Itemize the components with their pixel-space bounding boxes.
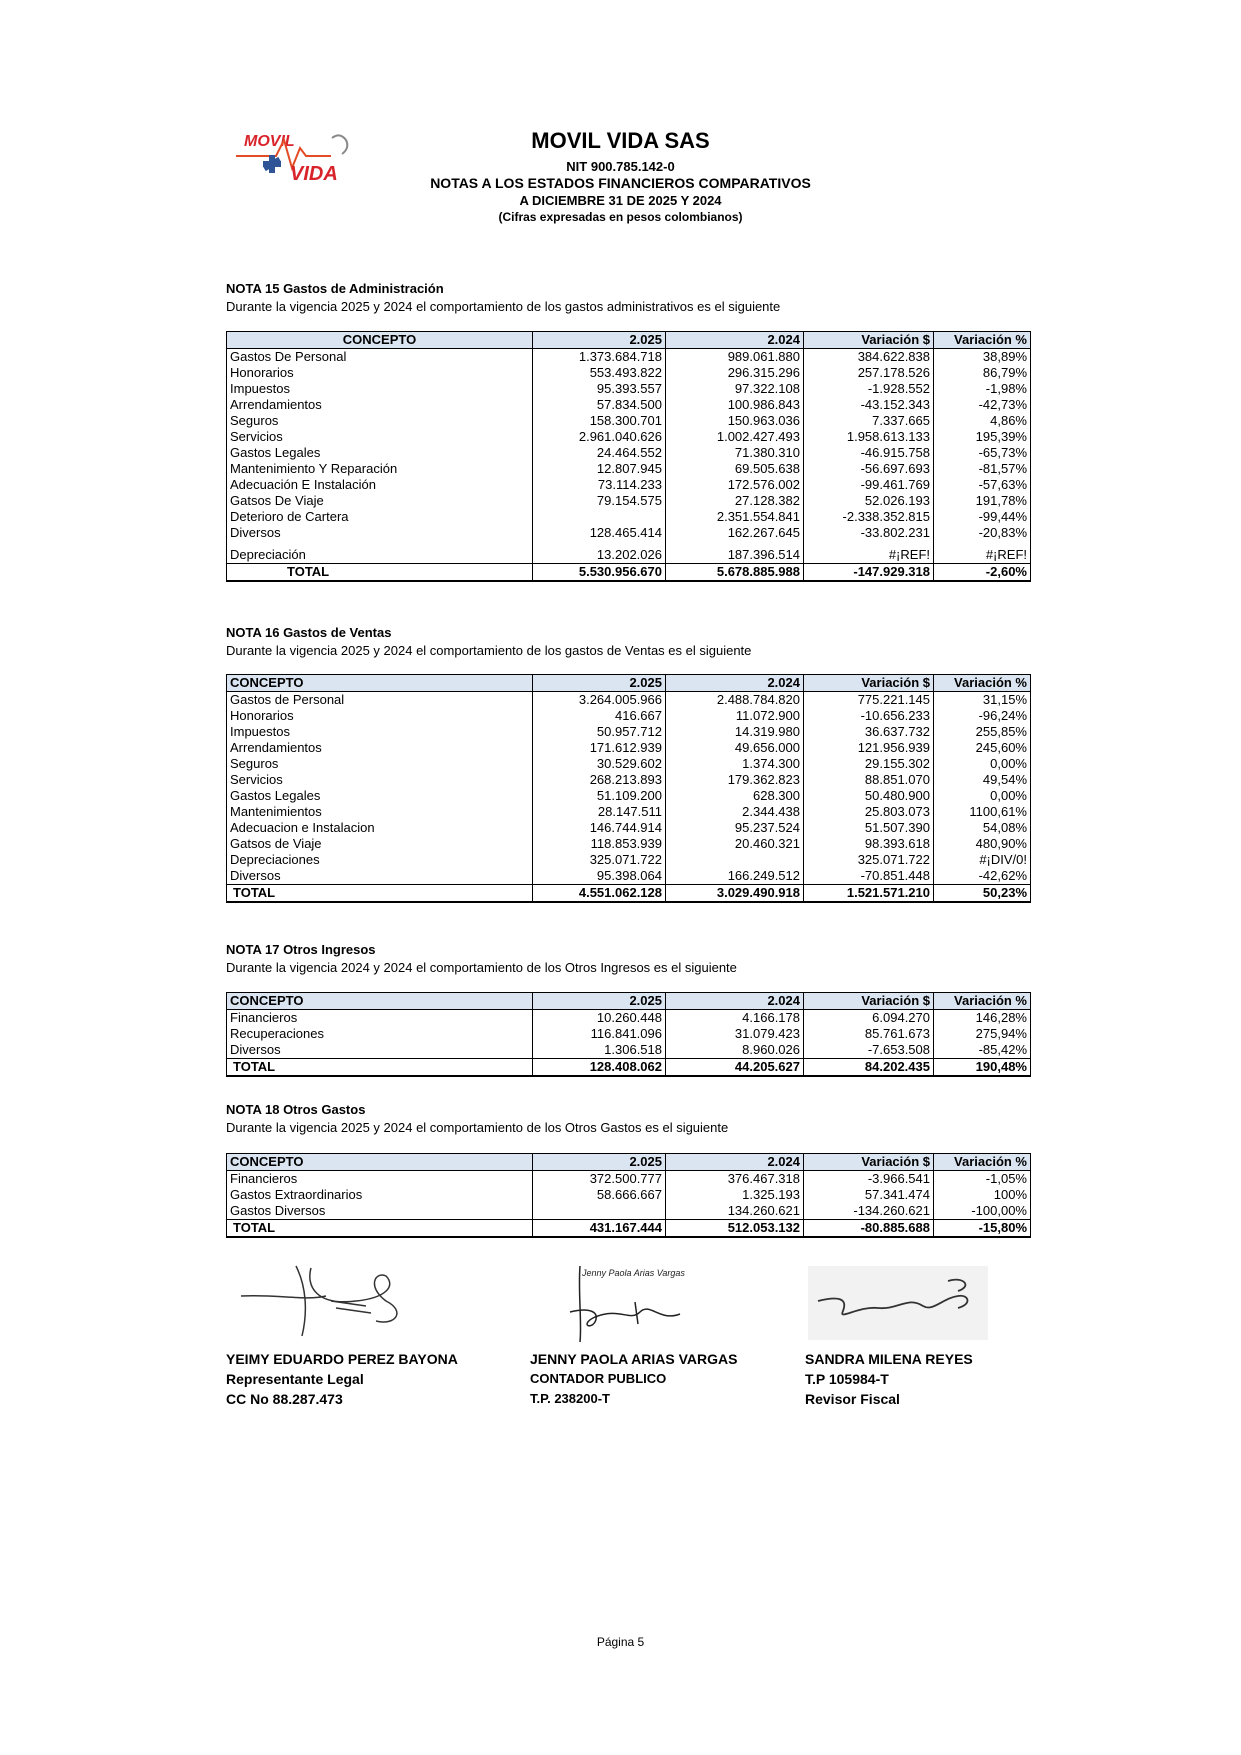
row-value: 30.529.602 xyxy=(533,756,666,772)
row-value: 54,08% xyxy=(934,820,1031,836)
column-header: Variación % xyxy=(934,332,1031,349)
page-number: Página 5 xyxy=(596,1635,645,1649)
row-value: 171.612.939 xyxy=(533,740,666,756)
table-row xyxy=(227,349,1031,366)
row-concept: Servicios xyxy=(227,772,533,788)
table-row xyxy=(227,413,1031,429)
row-value: 49,54% xyxy=(934,772,1031,788)
row-value: 4.166.178 xyxy=(666,1010,804,1027)
table-row xyxy=(227,820,1031,836)
column-header: CONCEPTO xyxy=(227,1154,533,1171)
row-value: 325.071.722 xyxy=(804,852,934,868)
row-value: 95.393.557 xyxy=(533,381,666,397)
total-value: -2,60% xyxy=(934,564,1031,582)
nota16-heading xyxy=(226,624,1026,660)
nota18-table xyxy=(226,1153,1031,1238)
nota16-table xyxy=(226,674,1031,903)
row-concept: Depreciación xyxy=(227,541,533,564)
row-value: 38,89% xyxy=(934,349,1031,366)
row-concept: Gastos Legales xyxy=(227,445,533,461)
row-concept: Impuestos xyxy=(227,381,533,397)
row-value: 88.851.070 xyxy=(804,772,934,788)
row-value: 100% xyxy=(934,1187,1031,1203)
column-header: CONCEPTO xyxy=(227,993,533,1010)
row-value: 1.373.684.718 xyxy=(533,349,666,366)
total-row xyxy=(227,1059,1031,1077)
nota17-table xyxy=(226,992,1031,1077)
row-value xyxy=(533,1203,666,1220)
table-row xyxy=(227,1187,1031,1203)
total-value: 431.167.444 xyxy=(533,1220,666,1238)
row-value: 36.637.732 xyxy=(804,724,934,740)
row-value: 85.761.673 xyxy=(804,1026,934,1042)
row-value: -81,57% xyxy=(934,461,1031,477)
row-value: 97.322.108 xyxy=(666,381,804,397)
signer-role: T.P 105984-T xyxy=(805,1371,889,1387)
row-value: 95.237.524 xyxy=(666,820,804,836)
row-value: 296.315.296 xyxy=(666,365,804,381)
row-value: 628.300 xyxy=(666,788,804,804)
row-concept: Seguros xyxy=(227,756,533,772)
table-header-row xyxy=(227,332,1031,349)
row-value: 10.260.448 xyxy=(533,1010,666,1027)
signature-block-legal-rep xyxy=(226,1349,458,1409)
row-value: 86,79% xyxy=(934,365,1031,381)
column-header: Variación % xyxy=(934,993,1031,1010)
signature-block-fiscal-auditor xyxy=(805,1349,973,1409)
row-value: 191,78% xyxy=(934,493,1031,509)
row-value: -1.928.552 xyxy=(804,381,934,397)
row-value: 172.576.002 xyxy=(666,477,804,493)
row-value: 13.202.026 xyxy=(533,541,666,564)
row-value: 1.325.193 xyxy=(666,1187,804,1203)
row-value: -100,00% xyxy=(934,1203,1031,1220)
row-value: -42,73% xyxy=(934,397,1031,413)
table-row xyxy=(227,756,1031,772)
row-concept: Honorarios xyxy=(227,708,533,724)
row-value: #¡REF! xyxy=(804,541,934,564)
document-title: NOTAS A LOS ESTADOS FINANCIEROS COMPARATIVOS xyxy=(430,175,811,191)
row-value: 49.656.000 xyxy=(666,740,804,756)
column-header: 2.024 xyxy=(666,332,804,349)
row-value: 121.956.939 xyxy=(804,740,934,756)
row-value: 2.344.438 xyxy=(666,804,804,820)
row-concept: Gatsos De Viaje xyxy=(227,493,533,509)
row-value: 195,39% xyxy=(934,429,1031,445)
table-header-row xyxy=(227,993,1031,1010)
row-value: 73.114.233 xyxy=(533,477,666,493)
table-row xyxy=(227,836,1031,852)
document-header xyxy=(0,128,1241,226)
row-concept: Mantenimientos xyxy=(227,804,533,820)
row-value: 31,15% xyxy=(934,692,1031,709)
row-value: 95.398.064 xyxy=(533,868,666,885)
column-header: CONCEPTO xyxy=(227,675,533,692)
row-value: 187.396.514 xyxy=(666,541,804,564)
row-value: 71.380.310 xyxy=(666,445,804,461)
row-value: 20.460.321 xyxy=(666,836,804,852)
row-value: 3.264.005.966 xyxy=(533,692,666,709)
row-value: 27.128.382 xyxy=(666,493,804,509)
table-row xyxy=(227,1026,1031,1042)
row-value: 158.300.701 xyxy=(533,413,666,429)
row-value: 50.957.712 xyxy=(533,724,666,740)
nota18-heading xyxy=(226,1101,1026,1137)
total-row xyxy=(227,1220,1031,1238)
signer-id: T.P. 238200-T xyxy=(530,1391,610,1406)
row-value: 28.147.511 xyxy=(533,804,666,820)
row-value: 118.853.939 xyxy=(533,836,666,852)
row-concept: Diversos xyxy=(227,525,533,541)
table-row xyxy=(227,397,1031,413)
signature-block-accountant xyxy=(530,1349,737,1409)
row-value: -7.653.508 xyxy=(804,1042,934,1059)
signer-name: JENNY PAOLA ARIAS VARGAS xyxy=(530,1351,738,1367)
column-header: 2.024 xyxy=(666,1154,804,1171)
nota15-desc: Durante la vigencia 2025 y 2024 el comportamiento de los gastos administrativos es el siguiente xyxy=(226,299,781,314)
row-concept: Gastos Extraordinarios xyxy=(227,1187,533,1203)
row-concept: Arrendamientos xyxy=(227,397,533,413)
nota15-heading xyxy=(226,280,1026,316)
company-name: MOVIL VIDA SAS xyxy=(531,128,710,153)
row-value: #¡REF! xyxy=(934,541,1031,564)
row-value: 268.213.893 xyxy=(533,772,666,788)
row-value: -10.656.233 xyxy=(804,708,934,724)
row-value: 255,85% xyxy=(934,724,1031,740)
svg-text:MOVIL: MOVIL xyxy=(244,133,295,150)
row-value: -56.697.693 xyxy=(804,461,934,477)
row-value: 553.493.822 xyxy=(533,365,666,381)
row-value: -70.851.448 xyxy=(804,868,934,885)
row-concept: Financieros xyxy=(227,1171,533,1188)
table-row xyxy=(227,868,1031,885)
total-row xyxy=(227,885,1031,903)
row-value: -99,44% xyxy=(934,509,1031,525)
row-value: -65,73% xyxy=(934,445,1031,461)
row-value: 58.666.667 xyxy=(533,1187,666,1203)
row-concept: Seguros xyxy=(227,413,533,429)
nota17-heading xyxy=(226,941,1026,977)
row-value: 146,28% xyxy=(934,1010,1031,1027)
row-value: 1.958.613.133 xyxy=(804,429,934,445)
table-header-row xyxy=(227,1154,1031,1171)
column-header: 2.025 xyxy=(533,993,666,1010)
table-row xyxy=(227,477,1031,493)
signer-id: CC No 88.287.473 xyxy=(226,1391,343,1407)
signature-3-image xyxy=(808,1266,988,1340)
row-value: 25.803.073 xyxy=(804,804,934,820)
row-concept: Honorarios xyxy=(227,365,533,381)
table-row xyxy=(227,1042,1031,1059)
signer-role: CONTADOR PUBLICO xyxy=(530,1371,667,1386)
column-header: 2.025 xyxy=(533,332,666,349)
row-value: -1,05% xyxy=(934,1171,1031,1188)
row-value: 384.622.838 xyxy=(804,349,934,366)
svg-text:VIDA: VIDA xyxy=(290,163,338,185)
document-date: A DICIEMBRE 31 DE 2025 Y 2024 xyxy=(519,193,722,208)
row-value: 325.071.722 xyxy=(533,852,666,868)
row-value: 52.026.193 xyxy=(804,493,934,509)
row-concept: Diversos xyxy=(227,868,533,885)
row-value: 14.319.980 xyxy=(666,724,804,740)
row-value: -42,62% xyxy=(934,868,1031,885)
total-value: 190,48% xyxy=(934,1059,1031,1077)
total-label: TOTAL xyxy=(227,1220,533,1238)
row-value: 245,60% xyxy=(934,740,1031,756)
table-row xyxy=(227,724,1031,740)
row-value: #¡DIV/0! xyxy=(934,852,1031,868)
row-value: 6.094.270 xyxy=(804,1010,934,1027)
row-value: 116.841.096 xyxy=(533,1026,666,1042)
row-value: 100.986.843 xyxy=(666,397,804,413)
nota18-title: NOTA 18 Otros Gastos xyxy=(226,1102,366,1117)
row-value: 51.109.200 xyxy=(533,788,666,804)
total-value: 50,23% xyxy=(934,885,1031,903)
signer-id: Revisor Fiscal xyxy=(805,1391,900,1407)
signer-role: Representante Legal xyxy=(226,1371,364,1387)
row-value: 57.834.500 xyxy=(533,397,666,413)
row-value: -134.260.621 xyxy=(804,1203,934,1220)
nota16-desc: Durante la vigencia 2025 y 2024 el comportamiento de los gastos de Ventas es el siguiente xyxy=(226,643,752,658)
row-value: 162.267.645 xyxy=(666,525,804,541)
row-value: 2.351.554.841 xyxy=(666,509,804,525)
total-value: 84.202.435 xyxy=(804,1059,934,1077)
row-concept: Deterioro de Cartera xyxy=(227,509,533,525)
column-header: Variación $ xyxy=(804,675,934,692)
row-concept: Impuestos xyxy=(227,724,533,740)
row-concept: Gastos de Personal xyxy=(227,692,533,709)
row-value: 146.744.914 xyxy=(533,820,666,836)
total-value: -80.885.688 xyxy=(804,1220,934,1238)
nota17-desc: Durante la vigencia 2024 y 2024 el comportamiento de los Otros Ingresos es el siguiente xyxy=(226,960,737,975)
nota18-desc: Durante la vigencia 2025 y 2024 el comportamiento de los Otros Gastos es el siguiente xyxy=(226,1120,729,1135)
table-row xyxy=(227,525,1031,541)
row-value xyxy=(533,509,666,525)
row-value: 179.362.823 xyxy=(666,772,804,788)
row-value: 134.260.621 xyxy=(666,1203,804,1220)
row-value: 275,94% xyxy=(934,1026,1031,1042)
row-value: -99.461.769 xyxy=(804,477,934,493)
row-concept: Gastos De Personal xyxy=(227,349,533,366)
row-value: -85,42% xyxy=(934,1042,1031,1059)
row-value: 166.249.512 xyxy=(666,868,804,885)
row-concept: Adecuacion e Instalacion xyxy=(227,820,533,836)
row-value: 480,90% xyxy=(934,836,1031,852)
total-value: 512.053.132 xyxy=(666,1220,804,1238)
row-value: -3.966.541 xyxy=(804,1171,934,1188)
table-row xyxy=(227,708,1031,724)
signer-name: YEIMY EDUARDO PEREZ BAYONA xyxy=(226,1351,458,1367)
total-row xyxy=(227,564,1031,582)
column-header: 2.025 xyxy=(533,675,666,692)
row-value: 376.467.318 xyxy=(666,1171,804,1188)
row-value: 128.465.414 xyxy=(533,525,666,541)
row-value: 0,00% xyxy=(934,788,1031,804)
row-value: 69.505.638 xyxy=(666,461,804,477)
total-value: 44.205.627 xyxy=(666,1059,804,1077)
row-value: 4,86% xyxy=(934,413,1031,429)
row-value: 1.002.427.493 xyxy=(666,429,804,445)
company-nit: NIT 900.785.142-0 xyxy=(566,159,675,174)
total-label: TOTAL xyxy=(227,885,533,903)
column-header: Variación $ xyxy=(804,1154,934,1171)
total-value: 5.530.956.670 xyxy=(533,564,666,582)
column-header: 2.024 xyxy=(666,993,804,1010)
column-header: Variación $ xyxy=(804,993,934,1010)
row-value: 50.480.900 xyxy=(804,788,934,804)
table-row xyxy=(227,1010,1031,1027)
row-value: -57,63% xyxy=(934,477,1031,493)
row-value: -96,24% xyxy=(934,708,1031,724)
table-row xyxy=(227,445,1031,461)
row-value: 51.507.390 xyxy=(804,820,934,836)
row-value: 29.155.302 xyxy=(804,756,934,772)
total-value: 3.029.490.918 xyxy=(666,885,804,903)
column-header: 2.024 xyxy=(666,675,804,692)
nota17-title: NOTA 17 Otros Ingresos xyxy=(226,942,376,957)
total-value: 128.408.062 xyxy=(533,1059,666,1077)
table-row xyxy=(227,429,1031,445)
row-value: -1,98% xyxy=(934,381,1031,397)
row-concept: Servicios xyxy=(227,429,533,445)
table-row xyxy=(227,804,1031,820)
total-value: 4.551.062.128 xyxy=(533,885,666,903)
row-value: 1.306.518 xyxy=(533,1042,666,1059)
table-row xyxy=(227,509,1031,525)
total-value: -147.929.318 xyxy=(804,564,934,582)
nota15-table xyxy=(226,331,1031,582)
signature-2-image xyxy=(540,1262,710,1344)
column-header: Variación % xyxy=(934,675,1031,692)
row-value: 98.393.618 xyxy=(804,836,934,852)
table-row xyxy=(227,1203,1031,1220)
row-value: 0,00% xyxy=(934,756,1031,772)
row-concept: Recuperaciones xyxy=(227,1026,533,1042)
row-concept: Financieros xyxy=(227,1010,533,1027)
total-value: -15,80% xyxy=(934,1220,1031,1238)
row-concept: Adecuación E Instalación xyxy=(227,477,533,493)
row-value: -46.915.758 xyxy=(804,445,934,461)
row-concept: Gatsos de Viaje xyxy=(227,836,533,852)
table-row xyxy=(227,365,1031,381)
table-row xyxy=(227,1171,1031,1188)
table-row xyxy=(227,381,1031,397)
row-value: 775.221.145 xyxy=(804,692,934,709)
column-header: CONCEPTO xyxy=(227,332,533,349)
row-value: 372.500.777 xyxy=(533,1171,666,1188)
row-value: 2.488.784.820 xyxy=(666,692,804,709)
row-value: -20,83% xyxy=(934,525,1031,541)
row-value: 24.464.552 xyxy=(533,445,666,461)
nota15-title: NOTA 15 Gastos de Administración xyxy=(226,281,444,296)
table-row xyxy=(227,493,1031,509)
table-row xyxy=(227,692,1031,709)
row-value: 12.807.945 xyxy=(533,461,666,477)
total-label: TOTAL xyxy=(227,564,533,582)
currency-note: (Cifras expresadas en pesos colombianos) xyxy=(498,210,743,224)
table-row xyxy=(227,852,1031,868)
table-row xyxy=(227,772,1031,788)
svg-text:Jenny Paola Arias Vargas: Jenny Paola Arias Vargas xyxy=(582,1268,685,1278)
row-value: 2.961.040.626 xyxy=(533,429,666,445)
row-value: 416.667 xyxy=(533,708,666,724)
total-value: 5.678.885.988 xyxy=(666,564,804,582)
column-header: Variación % xyxy=(934,1154,1031,1171)
row-value: -33.802.231 xyxy=(804,525,934,541)
row-value: -2.338.352.815 xyxy=(804,509,934,525)
total-label: TOTAL xyxy=(227,1059,533,1077)
table-row xyxy=(227,788,1031,804)
row-value: 57.341.474 xyxy=(804,1187,934,1203)
column-header: Variación $ xyxy=(804,332,934,349)
row-concept: Gastos Legales xyxy=(227,788,533,804)
row-value: 1100,61% xyxy=(934,804,1031,820)
column-header: 2.025 xyxy=(533,1154,666,1171)
row-value xyxy=(666,852,804,868)
row-value: 11.072.900 xyxy=(666,708,804,724)
row-concept: Arrendamientos xyxy=(227,740,533,756)
row-value: 8.960.026 xyxy=(666,1042,804,1059)
total-value: 1.521.571.210 xyxy=(804,885,934,903)
table-row xyxy=(227,541,1031,564)
row-concept: Mantenimiento Y Reparación xyxy=(227,461,533,477)
row-value: -43.152.343 xyxy=(804,397,934,413)
row-value: 150.963.036 xyxy=(666,413,804,429)
signature-1-image xyxy=(236,1256,436,1346)
row-value: 7.337.665 xyxy=(804,413,934,429)
table-row xyxy=(227,740,1031,756)
row-value: 1.374.300 xyxy=(666,756,804,772)
nota16-title: NOTA 16 Gastos de Ventas xyxy=(226,625,392,640)
row-value: 989.061.880 xyxy=(666,349,804,366)
signer-name: SANDRA MILENA REYES xyxy=(805,1351,973,1367)
table-row xyxy=(227,461,1031,477)
row-value: 257.178.526 xyxy=(804,365,934,381)
row-concept: Diversos xyxy=(227,1042,533,1059)
row-concept: Depreciaciones xyxy=(227,852,533,868)
row-value: 79.154.575 xyxy=(533,493,666,509)
table-header-row xyxy=(227,675,1031,692)
row-concept: Gastos Diversos xyxy=(227,1203,533,1220)
row-value: 31.079.423 xyxy=(666,1026,804,1042)
